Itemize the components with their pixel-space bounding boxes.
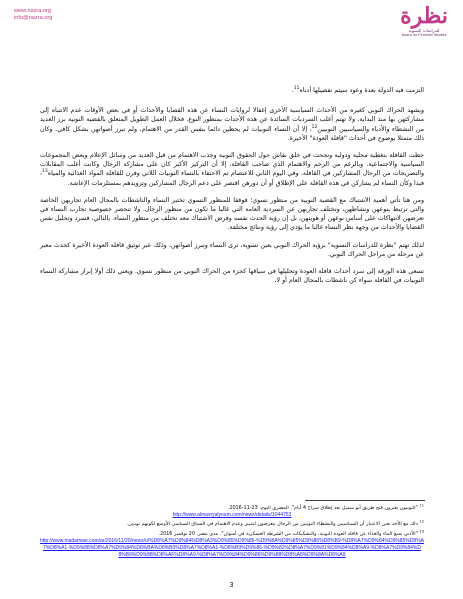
paragraph-1: التزمت فيه الدولة بعدة وعود سيتم تفصيلها أدناه$^{11}$.	[291, 85, 424, 94]
nazra-logo	[397, 4, 451, 42]
footnote-link[interactable]: http://www.almasryalyoum.com/news/details/1044753	[172, 512, 292, 519]
paragraph-3: حظت القافلة بتغطية محلية ودولية ونجحت في خلق نقاش حول الحقوق النوبية وجذب الاهتمام من قبل العديد من وسائل الإعلام وبعض المجموعات السياسية والاجتماعية. وبالرغم من الزخم والاهتمام الذي صاحب القافلة، إلا أن التركيز الأكبر كان على مشاركة الرجال وكانت أغلب المقابلات والتصريحات من الرجال المشاركين في القافلة. وفي اليوم الثاني للاعتصام تم الاحتفاء بالنساء النوبيات اللاتي وفرن للقافلة المواد الغذائية والمياه$^{13}$، فبدا وكأن النساء لم يشاركن في هذه القافلة على الإطلاق أو أن دورهن اقتصر على دعم الرجال المشاركين وتزويدهم بمستلزمات الإعاشة.	[40, 152, 424, 187]
footnote-ref-12[interactable]: 12	[311, 124, 318, 130]
footnotes	[40, 505, 424, 561]
footnote-12	[40, 521, 424, 528]
footnote-number: 12	[419, 519, 424, 524]
footnote-number: 13	[419, 528, 424, 533]
logo-tagline-en: Nazra for Feminist Studies	[401, 33, 447, 37]
logo-mark: نظرة	[400, 3, 448, 29]
footnote-ref-13[interactable]: 13	[42, 169, 48, 175]
header-website[interactable]: www.nazra.org	[14, 8, 51, 14]
footnote-11	[40, 505, 424, 519]
paragraph-2: ويشهد الحراك النوبي كغيره من الأحداث السياسية الأخرى إغفالا لروايات النساء عن هذه القضايا والأحداث أو في بعض الأوقات عدم الانتباه إلى مشاركتهن بها منذ البداية، ولا تهتم أغلب السرديات السائدة عن هذه الأحداث بمنظور النوع. فخلال العمل الطويل المتعلق بالقضية النوبية برز العديد من النشطاء والأدباء والسياسيين النوبيين$^{12}$، إلا أن النساء النوبيات لم يحظين دائما بنفس القدر من الاهتمام، ولم تبرز أصواتهن بشكل كافي. وكان ذلك متمثلا بوضوح في أحداث "قافلة العودة" الأخيرة.	[40, 107, 424, 142]
page-number: 3	[229, 582, 234, 589]
footnote-text: "الأدنى يمنع الماء والغذاء عن قافلة العودة النوبية، والتشكيكات من الشرطة العسكرية في أسوان". مدى مصر. 20 نوفمبر 2016.	[158, 530, 418, 537]
header-contact	[14, 8, 52, 22]
footnote-ref-11[interactable]: 11	[293, 85, 300, 91]
footnote-number: 11	[419, 503, 424, 508]
paragraph-4: ومن هنا تأتي أهمية الاشتباك مع القضية النوبية من منظور نسوي؛ فوفقا للمنظور النسوي تختبر النساء والناشطات بالمجال العام تجاربهن الخاصة والتي ترتبط بنوعهن ونشاطهن، وتختلف تجاربهن عن السردية العامة التي غالبا ما تكون من منظور الرجال. ولا تنحصر خصوصية تجارب النساء في تعرضهن لانتهاكات على أساس نوعهن أو هويتهن، بل إن رؤية الحدث نفسه وفرض الاشتباك معه تختلف من منظور النساء. بالتالي، فسرد وتحليل نفس القضايا والأحداث من وجهة نظر النساء غالبا ما يؤدي إلى رؤية ونتائج مختلفة.	[39, 196, 424, 232]
footnote-separator	[305, 500, 425, 501]
header-email[interactable]: info@nazra.org	[14, 15, 53, 21]
footnote-text: "النوبيون يعبرون فتح طريق أبو سمبل بعد إطلاق سراح 4 أيام". المصري اليوم. 23-11-2016.	[227, 505, 418, 511]
paragraph-6: تسعى هذه الورقة إلى سرد أحداث قافلة العودة وتحليلها في سياقها كجزء من الحراك النوبي من منظور نسوي. ويعني ذلك أولا إبراز مشاركة النساء النوبيات في القافلة سواء كن ناشطات بالمجال العام أو لا،	[40, 268, 424, 285]
footnote-text: ذلك مع الأخذ بعين الاعتبار أن السياسيين والنشطاء النوبيين من الرجال يتعرضون لتمييز وعدم الاهتمام في السياق السياسي الأوسع لكونهم نوبيين.	[126, 521, 418, 528]
footnote-link[interactable]: http://www.madamasr.com/ar/2016/11/20/news/u/%D8%A7%D9%84%D8%A3%D9%85%D9%86-%D9%8A%D9%85%D9%86%D8%B9-%D8%A7%D9%84%D9%85%D8%A7%D8%A1-%D9%88%D8%A7%D9%84%D8%BA%D8%B0%D8%A7%D8%A1-%D8%B9%D9%86-%D9%82%D8%A7%D9%81%D9%84%D8%A9-%D8%A7%D9%84%D8%B9%D9%88%D8%AF%D8%A9-%D8%A7%D9%84%D9%86%D9%88%D8%A8%D9%8A%D8%A9	[40, 537, 424, 559]
logo-tagline-ar: للدراسات النسوية	[408, 28, 440, 33]
paragraph-5: لذلك تهتم "نظرة للدراسات النسوية" برؤية الحراك النوبي بعين نسوية، ترى النساء وتبرز أصواتهن، وذلك عبر توثيق قافلة العودة الأخيرة كحدث معبر عن مرحلة من مراحل الحراك النوبي.	[40, 241, 424, 258]
footnote-13	[40, 528, 424, 560]
document-body	[40, 86, 424, 293]
